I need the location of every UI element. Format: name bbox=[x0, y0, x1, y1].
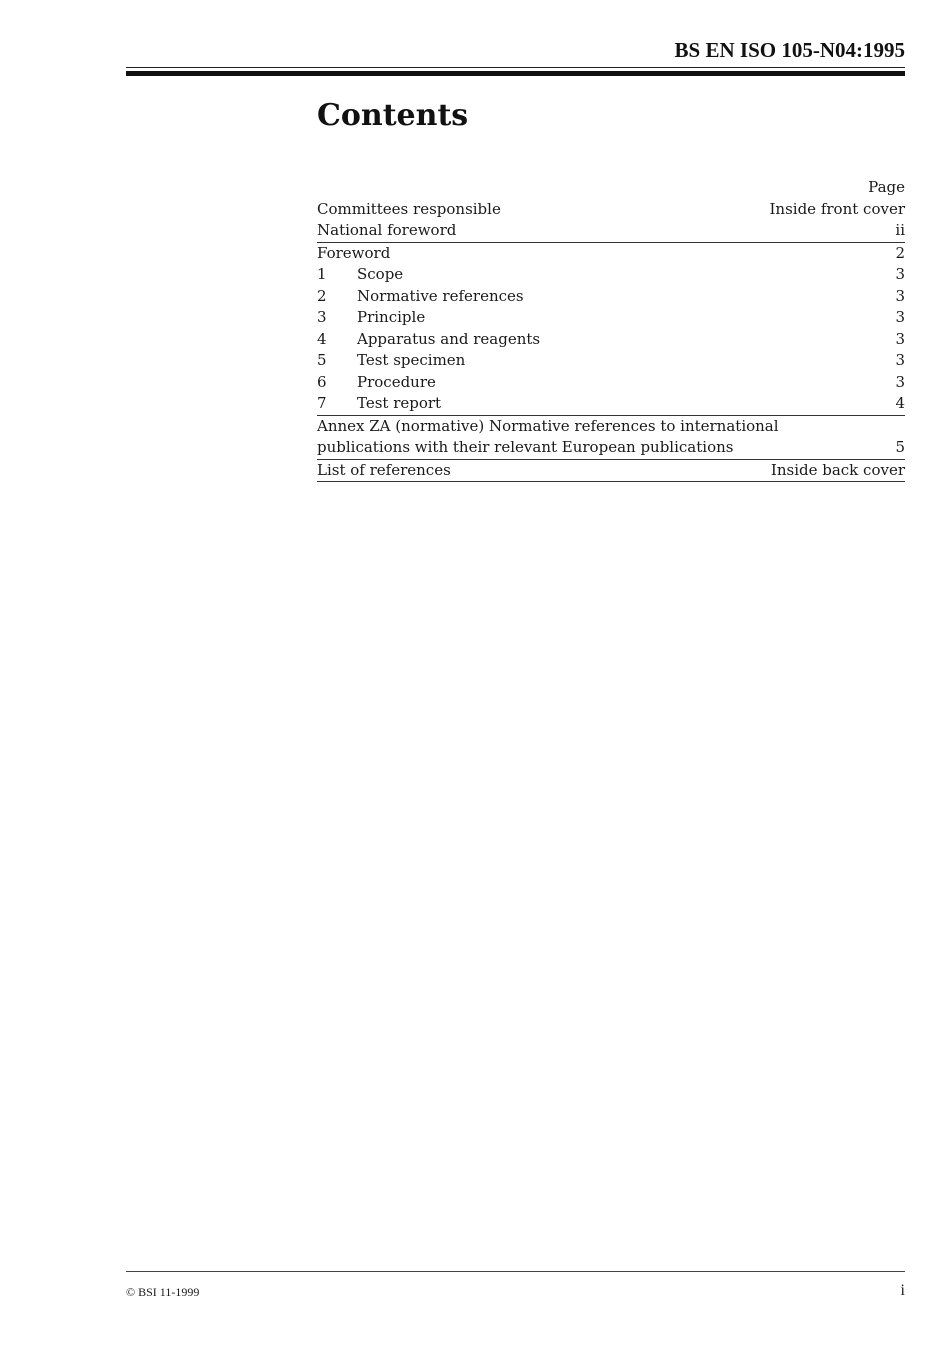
toc-entry-page: 3 bbox=[895, 329, 905, 348]
toc-entry-label: List of references bbox=[317, 460, 451, 479]
toc-entry-national-foreword[interactable] bbox=[317, 220, 905, 243]
header-rule-thick bbox=[126, 71, 905, 76]
clause-number: 2 bbox=[317, 286, 327, 305]
toc-entry-label: Normative references bbox=[357, 286, 524, 305]
page-column-label: Page bbox=[868, 178, 905, 196]
toc-entry-page: 2 bbox=[895, 243, 905, 262]
footer-rule bbox=[126, 1271, 905, 1272]
toc-entry-page: 3 bbox=[895, 308, 905, 326]
toc-entry-clause-2[interactable] bbox=[317, 286, 905, 308]
toc-entry-clause-3[interactable] bbox=[317, 307, 905, 329]
toc-entry-label: Scope bbox=[357, 265, 404, 283]
clause-number: 1 bbox=[317, 265, 327, 283]
toc-entry-annex-za[interactable] bbox=[317, 416, 905, 460]
toc-entry-page: 3 bbox=[895, 265, 905, 283]
header-rule-thin bbox=[126, 67, 905, 68]
page-number: i bbox=[900, 1282, 905, 1299]
annex-title-line-2: publications with their relevant European publications bbox=[317, 438, 734, 456]
toc-page-header bbox=[317, 177, 905, 199]
toc-entry-label: Foreword bbox=[317, 243, 391, 262]
toc-entry-page: 3 bbox=[895, 351, 905, 369]
annex-title-line-1: Annex ZA (normative) Normative references to international bbox=[317, 416, 779, 435]
toc-entry-label: National foreword bbox=[317, 221, 457, 239]
clause-number: 5 bbox=[317, 351, 327, 369]
toc-entry-label: Test specimen bbox=[357, 351, 466, 369]
toc-entry-label: Apparatus and reagents bbox=[357, 329, 541, 348]
toc-entry-clause-5[interactable] bbox=[317, 350, 905, 372]
document-id: BS EN ISO 105-N04:1995 bbox=[674, 38, 905, 62]
toc-entry-foreword[interactable] bbox=[317, 243, 905, 265]
toc-entry-label: Committees responsible bbox=[317, 199, 501, 218]
clause-number: 7 bbox=[317, 394, 327, 412]
clause-number: 4 bbox=[317, 329, 327, 348]
toc-entry-list-of-references[interactable] bbox=[317, 460, 905, 483]
clause-number: 6 bbox=[317, 372, 327, 391]
toc-entry-clause-1[interactable] bbox=[317, 264, 905, 286]
toc-entry-label: Procedure bbox=[357, 372, 436, 391]
toc-entry-page: ii bbox=[895, 221, 905, 239]
page-title: Contents bbox=[317, 98, 469, 133]
toc-entry-clause-4[interactable] bbox=[317, 329, 905, 351]
toc-entry-page: 3 bbox=[895, 286, 905, 305]
table-of-contents bbox=[317, 177, 905, 482]
toc-entry-label: Principle bbox=[357, 308, 426, 326]
toc-entry-page: 3 bbox=[895, 372, 905, 391]
toc-entry-page: 4 bbox=[895, 394, 905, 412]
toc-entry-label: Test report bbox=[357, 394, 442, 412]
toc-entry-page: Inside back cover bbox=[770, 460, 905, 479]
toc-entry-clause-6[interactable] bbox=[317, 372, 905, 394]
toc-entry-page: 5 bbox=[895, 438, 905, 456]
toc-entry-committees[interactable] bbox=[317, 199, 905, 221]
toc-entry-page: Inside front cover bbox=[769, 199, 905, 218]
toc-entry-clause-7[interactable] bbox=[317, 393, 905, 416]
clause-number: 3 bbox=[317, 308, 327, 326]
copyright-notice: © BSI 11-1999 bbox=[126, 1285, 200, 1299]
